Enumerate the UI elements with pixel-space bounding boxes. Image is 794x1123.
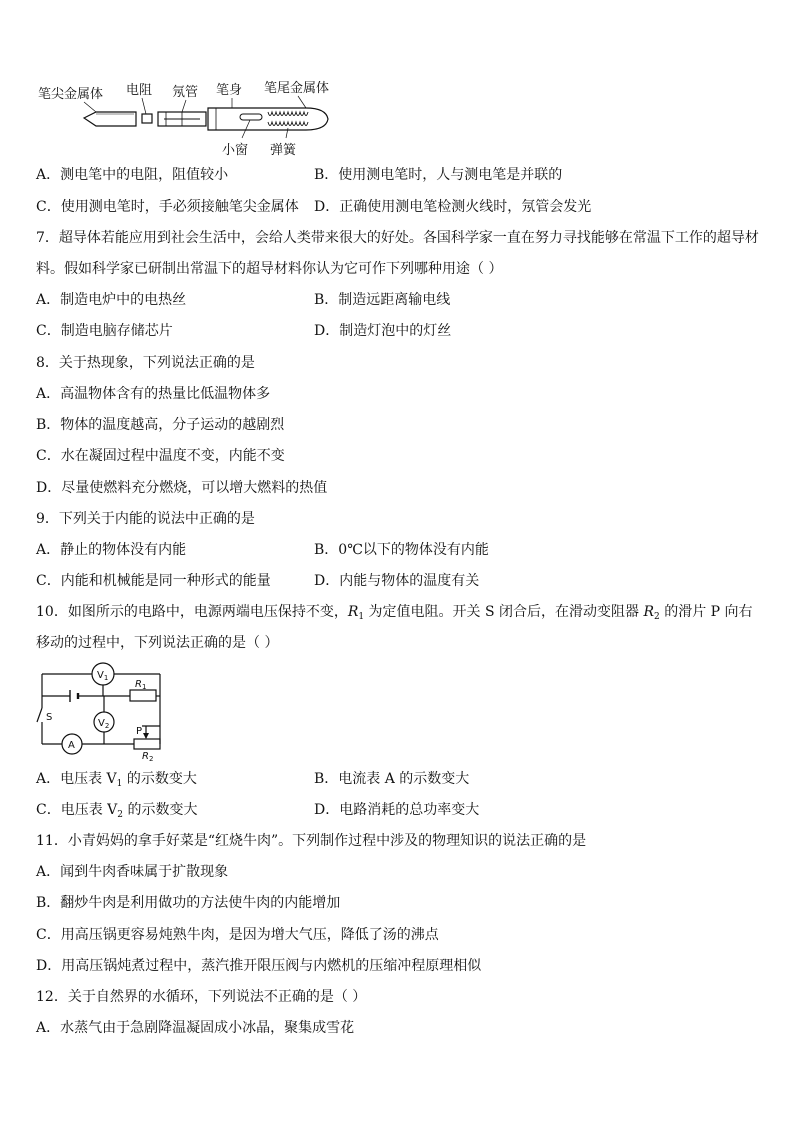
- q9-option-b[interactable]: B．0℃以下的物体没有内能: [314, 542, 489, 558]
- pen-window-shape: [240, 114, 262, 120]
- q11-stem: 11．小青妈妈的拿手好菜是“红烧牛肉”。下列制作过程中涉及的物理知识的说法正确的是: [36, 833, 587, 849]
- slider-label: P: [136, 726, 143, 737]
- pen-resistor-shape: [142, 114, 152, 123]
- q6-option-c[interactable]: C．使用测电笔时，手必须接触笔尖金属体: [36, 199, 299, 215]
- r2-rheostat-box: [134, 739, 160, 749]
- q10-stem-part1: 10．如图所示的电路中，电源两端电压保持不变，: [36, 604, 348, 620]
- switch-label: S: [46, 712, 53, 723]
- q11-option-a[interactable]: A．闻到牛肉香味属于扩散现象: [36, 864, 229, 880]
- q10-circuit-diagram: [34, 660, 170, 762]
- q10-a-sub: 1: [116, 779, 123, 789]
- svg-text:R1: [135, 679, 146, 691]
- q10-option-c[interactable]: [36, 801, 197, 824]
- r2-label: R: [142, 751, 149, 762]
- v1-label-sub: 1: [103, 674, 109, 682]
- q8-stem: 8．关于热现象，下列说法正确的是: [36, 355, 255, 371]
- pen-body-shape: [208, 108, 328, 130]
- q6-option-a[interactable]: A．测电笔中的电阻，阻值较小: [36, 167, 229, 183]
- q11-option-b[interactable]: B．翻炒牛肉是利用做功的方法使牛肉的内能增加: [36, 895, 341, 911]
- q10-option-b[interactable]: B．电流表 A 的示数变大: [314, 771, 470, 787]
- label-neon: 氖管: [172, 85, 199, 100]
- q10-r2-sub: 2: [654, 612, 660, 622]
- q9-option-a[interactable]: A．静止的物体没有内能: [36, 542, 187, 558]
- label-tail: 笔尾金属体: [264, 81, 330, 96]
- q10-c-sub: 2: [117, 810, 124, 820]
- v2-label-sub: 2: [104, 722, 110, 730]
- label-resistor: 电阻: [126, 83, 153, 98]
- label-spring: 弹簧: [270, 143, 297, 158]
- r2-label-sub: 2: [148, 755, 154, 762]
- q7-option-a[interactable]: A．制造电炉中的电热丝: [36, 292, 187, 308]
- q9-option-d[interactable]: D．内能与物体的温度有关: [314, 573, 480, 589]
- q7-option-b[interactable]: B．制造远距离输电线: [314, 292, 451, 308]
- v1-label: V: [97, 670, 104, 681]
- q10-option-d[interactable]: D．电路消耗的总功率变大: [314, 802, 480, 818]
- q6-option-d[interactable]: D．正确使用测电笔检测火线时，氖管会发光: [314, 199, 592, 215]
- q11-option-d[interactable]: D．用高压锅炖煮过程中，蒸汽推开限压阀与内燃机的压缩冲程原理相似: [36, 958, 482, 974]
- q10-r2-symbol: R: [643, 604, 655, 620]
- q7-stem-line1: 7．超导体若能应用到社会生活中，会给人类带来很大的好处。各国科学家一直在努力寻找能够在常温下工作的超导材: [36, 230, 759, 246]
- q10-stem-line1: [36, 603, 753, 626]
- q8-option-d[interactable]: D．尽量使燃料充分燃烧，可以增大燃料的热值: [36, 480, 328, 496]
- q10-r1-symbol: R: [347, 604, 359, 620]
- q10-c-text: C．电压表 V: [36, 802, 118, 818]
- label-tip: 笔尖金属体: [38, 87, 104, 102]
- label-body: 笔身: [216, 83, 243, 98]
- q10-stem-line2: 移动的过程中，下列说法正确的是（ ）: [36, 635, 279, 651]
- q11-option-c[interactable]: C．用高压锅更容易炖熟牛肉，是因为增大气压，降低了汤的沸点: [36, 927, 439, 943]
- label-window: 小窗: [222, 143, 249, 158]
- q10-stem-part3: 的滑片 P 向右: [659, 604, 753, 620]
- q7-stem-line2: 料。假如科学家已研制出常温下的超导材料你认为它可作下列哪种用途（ ）: [36, 261, 503, 277]
- q10-c-text2: 的示数变大: [123, 802, 198, 818]
- q9-stem: 9．下列关于内能的说法中正确的是: [36, 511, 255, 527]
- q10-a-text2: 的示数变大: [122, 771, 197, 787]
- q7-option-d[interactable]: D．制造灯泡中的灯丝: [314, 323, 452, 339]
- q12-stem: 12．关于自然界的水循环，下列说法不正确的是（ ）: [36, 989, 367, 1005]
- q12-option-a[interactable]: A．水蒸气由于急剧降温凝固成小冰晶，聚集成雪花: [36, 1020, 355, 1036]
- q10-stem-part2: 为定值电阻。开关 S 闭合后，在滑动变阻器: [364, 604, 644, 620]
- test-pen-diagram: [36, 76, 346, 160]
- r1-label-sub: 1: [141, 683, 147, 691]
- ammeter-label: A: [68, 740, 75, 751]
- svg-text:R2: [142, 751, 153, 762]
- q10-r1-sub: 1: [358, 612, 365, 622]
- q10-a-text: A．电压表 V: [36, 771, 117, 787]
- r1-resistor-box: [130, 690, 156, 701]
- q8-option-b[interactable]: B．物体的温度越高，分子运动的越剧烈: [36, 417, 285, 433]
- q7-option-c[interactable]: C．制造电脑存储芯片: [36, 323, 173, 339]
- q6-option-b[interactable]: B．使用测电笔时，人与测电笔是并联的: [314, 167, 563, 183]
- q9-option-c[interactable]: C．内能和机械能是同一种形式的能量: [36, 573, 271, 589]
- q8-option-a[interactable]: A．高温物体含有的热量比低温物体多: [36, 386, 271, 402]
- v2-label: V: [98, 718, 105, 729]
- q8-option-c[interactable]: C．水在凝固过程中温度不变，内能不变: [36, 448, 285, 464]
- r1-label: R: [135, 679, 142, 690]
- q10-option-a[interactable]: [36, 770, 197, 793]
